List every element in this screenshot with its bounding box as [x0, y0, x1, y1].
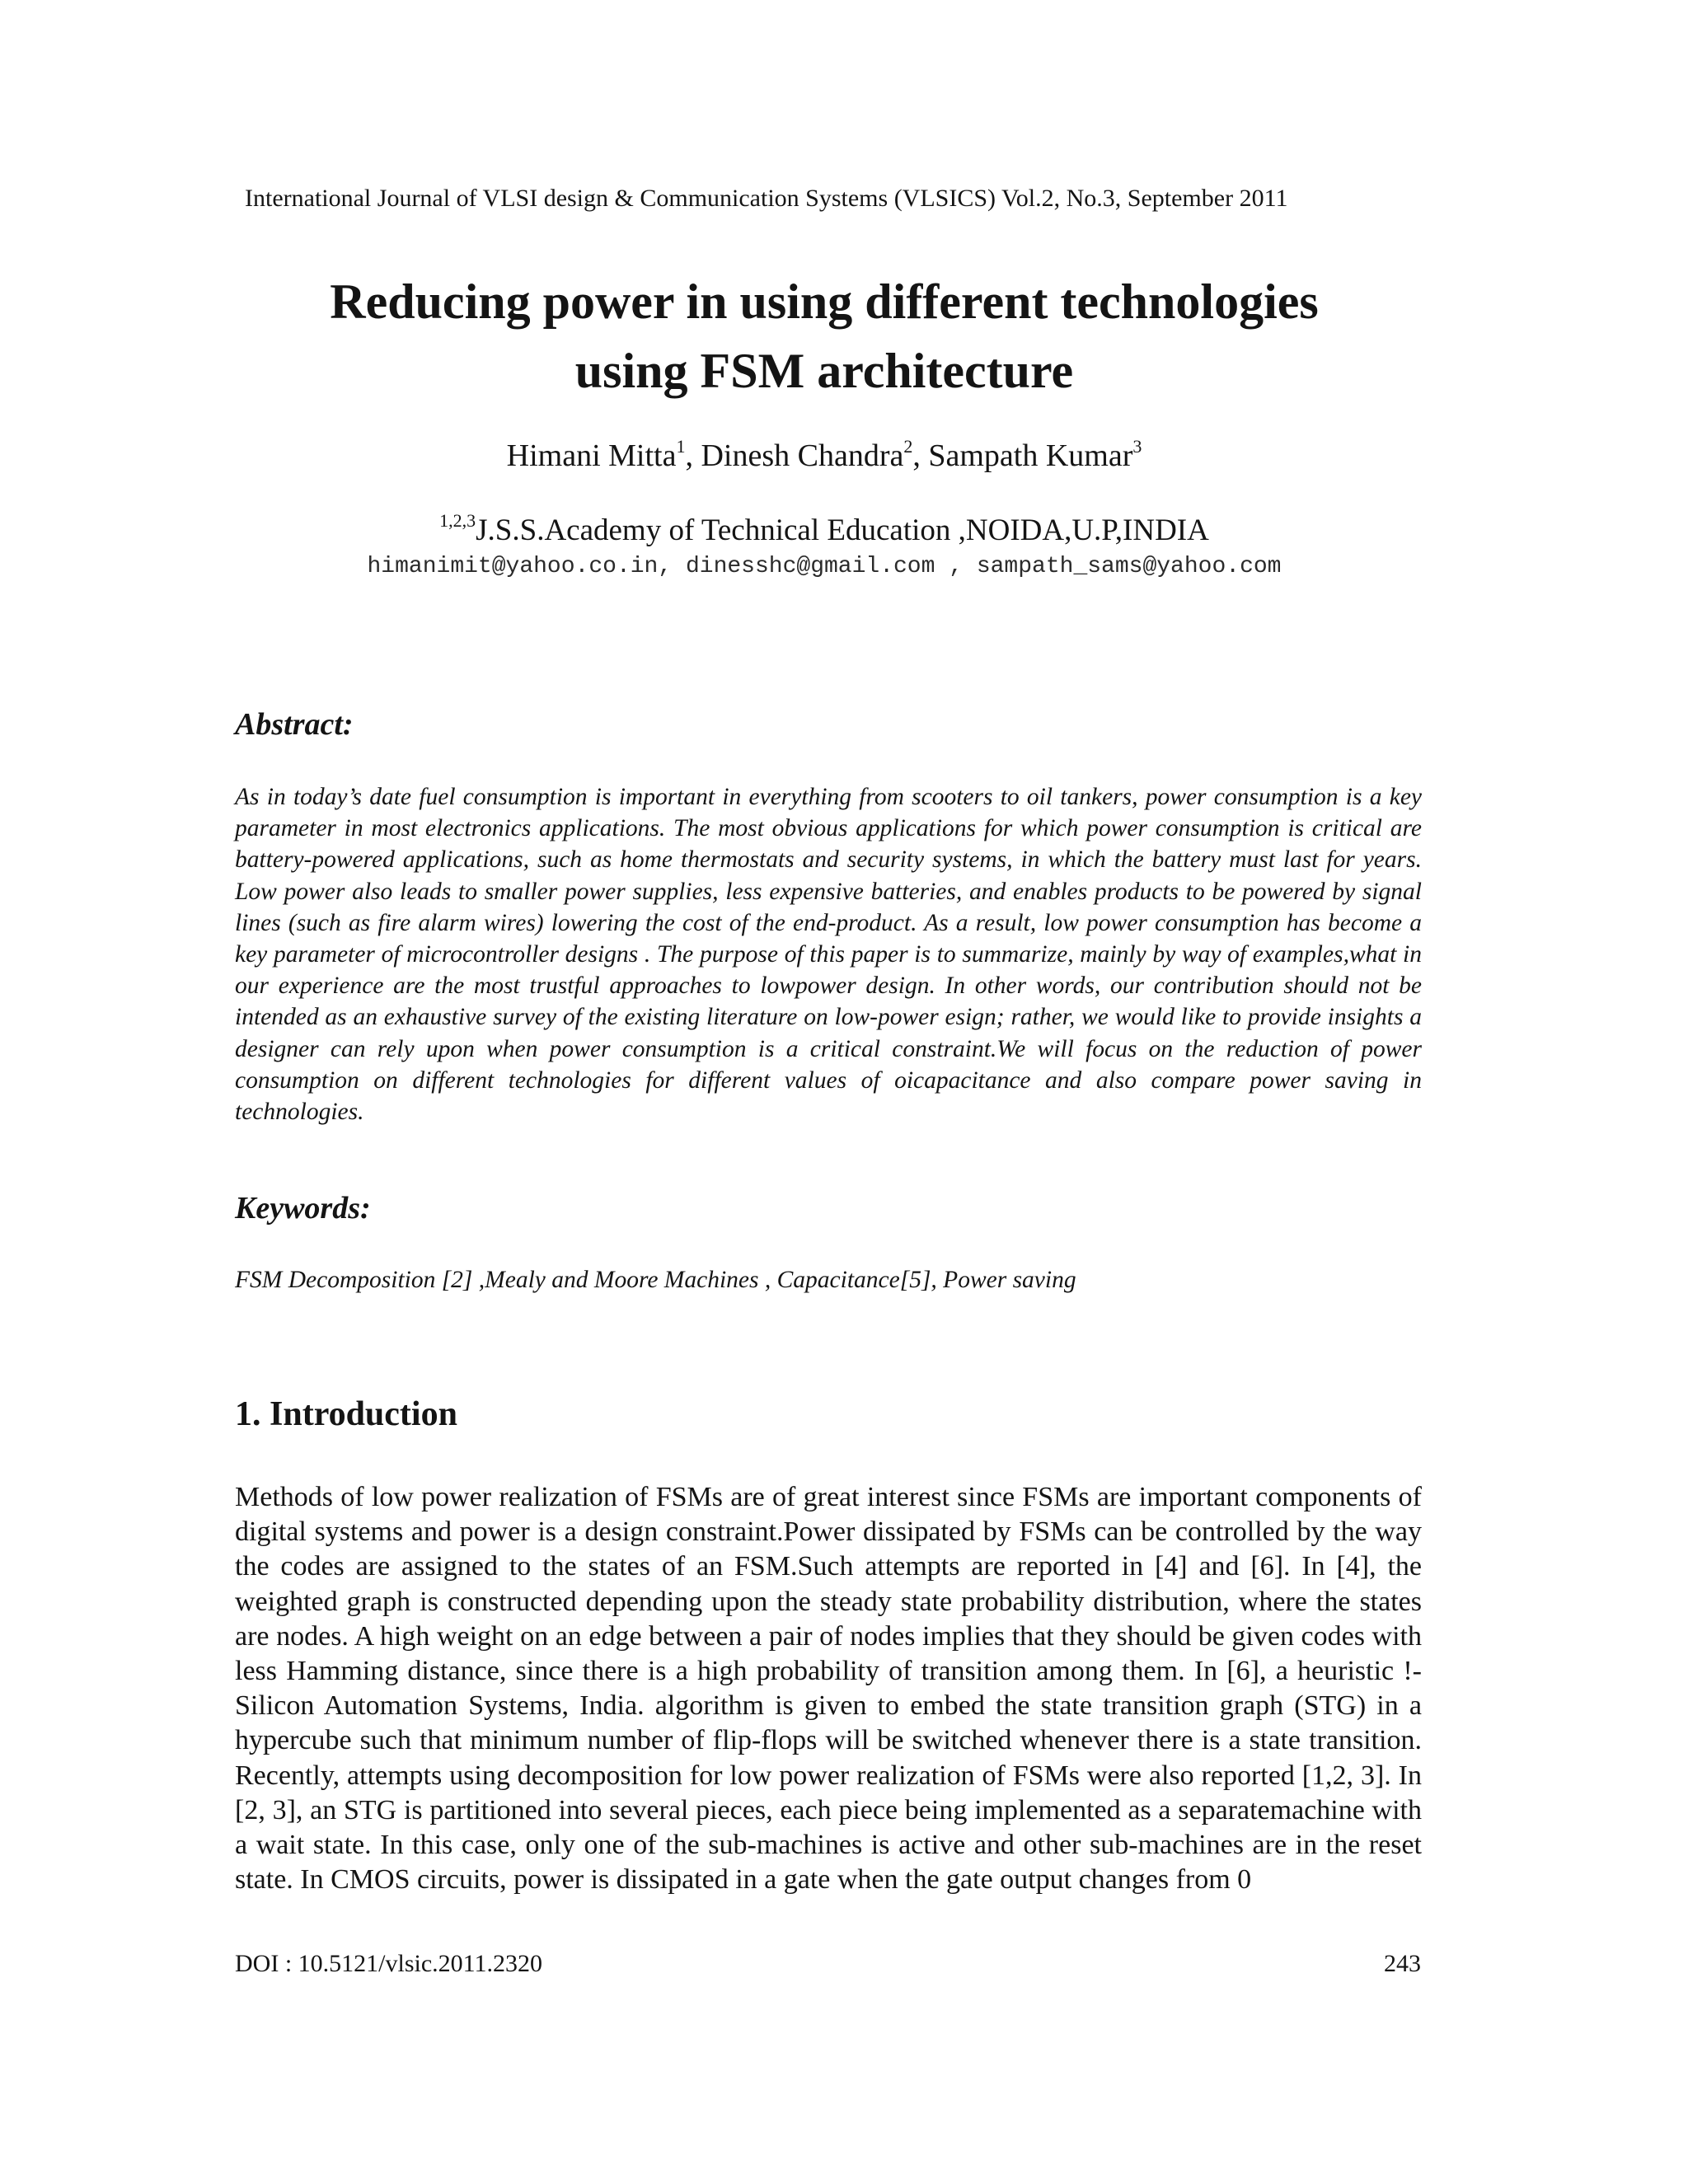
keywords-heading: Keywords:: [235, 1191, 371, 1226]
affiliation-marks: 1,2,3: [439, 510, 476, 531]
author-emails: himanimit@yahoo.co.in, dinesshc@gmail.com , sampath_sams@yahoo.com: [367, 554, 1282, 579]
abstract-heading: Abstract:: [235, 707, 354, 742]
author-affiliation-mark: 1: [676, 436, 686, 457]
keywords-text: FSM Decomposition [2] ,Mealy and Moore Machines , Capacitance[5], Power saving: [235, 1267, 1076, 1293]
footer-doi: DOI : 10.5121/vlsic.2011.2320: [235, 1950, 543, 1977]
author-list: Himani Mitta$^1$, Dinesh Chandra$^2$, Sampath Kumar$^3$: [506, 436, 1142, 473]
introduction-text: Methods of low power realization of FSMs are of great interest since FSMs are important components of digital systems and power is a design constraint.Power dissipated by FSMs can be controlled by the way the codes are assigned to the states of an FSM.Such attempts are reported in [4] and [6]. In [4], the weighted graph is constructed depending upon the steady state probability distribution, where the states are nodes. A high weight on an edge between a pair of nodes implies that they should be given codes with less Hamming distance, since there is a high probability of transition among them. In [6], a heuristic !- Silicon Automation Systems, India. algorithm is given to embed the state transition graph (STG) in a hypercube such that minimum number of flip-flops will be switched whenever there is a state transition. Recently, attempts using decomposition for low power realization of FSMs were also reported [1,2, 3]. In [2, 3], an STG is partitioned into several pieces, each piece being implemented as a separatemachine with a wait state. In this case, only one of the sub-machines is active and other sub-machines are in the reset state. In CMOS circuits, power is dissipated in a gate when the gate output changes from 0: [235, 1482, 1422, 1896]
journal-running-header: International Journal of VLSI design & Communication Systems (VLSICS) Vol.2, No.3, September 2011: [245, 185, 1288, 212]
paper-title-line-2: using FSM architecture: [574, 344, 1074, 398]
page-number: 243: [1384, 1950, 1421, 1977]
author-affiliation-mark: 3: [1132, 436, 1142, 457]
introduction-heading: 1. Introduction: [235, 1395, 457, 1433]
paper-title: [165, 267, 1484, 405]
abstract-text: As in today’s date fuel consumption is important in everything from scooters to oil tankers, power consumption is a key parameter in most electronics applications. The most obvious applications for which power consumption is critical are battery-powered applications, such as home thermostats and security systems, in which the battery must last for years. Low power also leads to smaller power supplies, less expensive batteries, and enables products to be powered by signal lines (such as fire alarm wires) lowering the cost of the end-product. As a result, low power consumption has become a key parameter of microcontroller designs . The purpose of this paper is to summarize, mainly by way of examples,what in our experience are the most trustful approaches to lowpower design. In other words, our contribution should not be intended as an exhaustive survey of the existing literature on low-power esign; rather, we would like to provide insights a designer can rely upon when power consumption is a critical constraint.We will focus on the reduction of power consumption on different technologies for different values of oicapacitance and also compare power saving in technologies.: [235, 784, 1422, 1126]
author-name: Dinesh Chandra: [701, 438, 904, 473]
affiliation-text: J.S.S.Academy of Technical Education ,NOIDA,U.P,INDIA: [476, 513, 1209, 547]
author-name: Sampath Kumar: [928, 438, 1133, 473]
author-affiliation: [165, 511, 1484, 551]
author-affiliation-mark: 2: [903, 436, 913, 457]
paper-title-line-1: Reducing power in using different technologies: [330, 274, 1319, 329]
author-name: Himani Mitta: [506, 438, 677, 473]
